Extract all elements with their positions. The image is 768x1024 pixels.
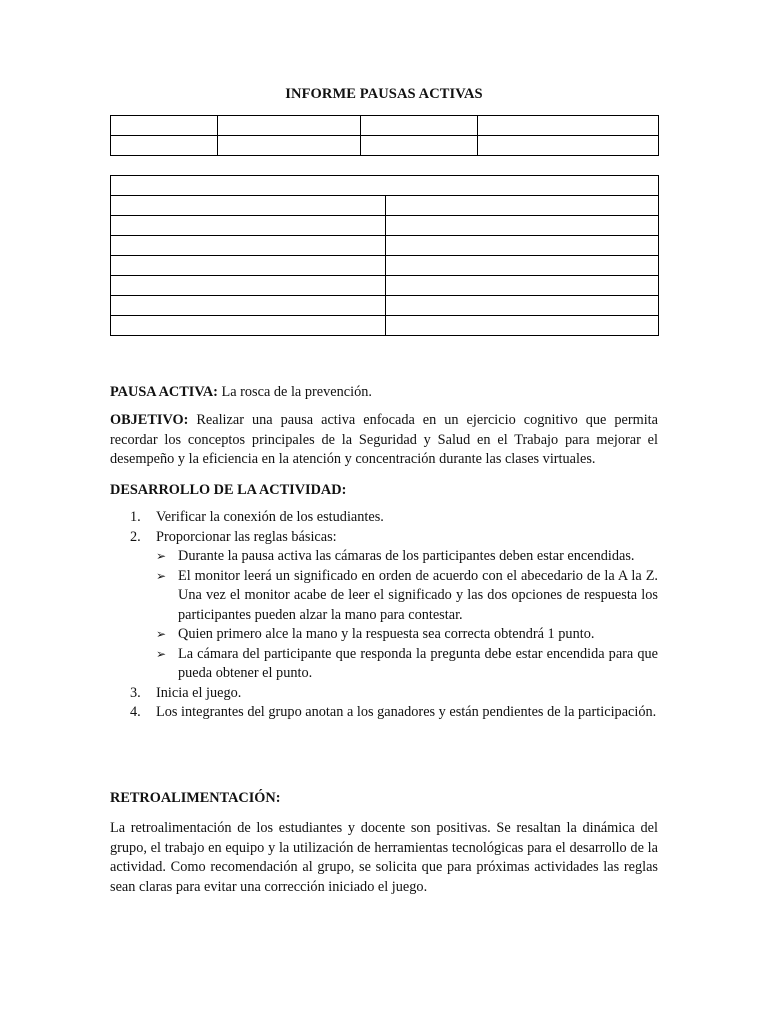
table-cell bbox=[386, 316, 659, 336]
list-item-text: Verificar la conexión de los estudiantes. bbox=[156, 509, 384, 525]
list-number: 2. bbox=[130, 528, 141, 545]
table-cell bbox=[361, 116, 478, 136]
table-cell bbox=[386, 256, 659, 276]
arrow-bullet-icon: ➢ bbox=[156, 568, 167, 583]
table-cell bbox=[386, 276, 659, 296]
desarrollo-heading: DESARROLLO DE LA ACTIVIDAD: bbox=[110, 482, 347, 498]
table-row bbox=[111, 236, 659, 256]
rules-list bbox=[156, 547, 658, 684]
list-item-text: Inicia el juego. bbox=[156, 684, 242, 701]
table-cell bbox=[111, 116, 218, 136]
steps-list bbox=[110, 508, 658, 723]
objetivo-label: OBJETIVO: bbox=[110, 412, 189, 428]
table-cell bbox=[111, 296, 386, 316]
table-cell bbox=[386, 236, 659, 256]
list-number: 3. bbox=[130, 684, 141, 701]
header-info-table bbox=[110, 115, 659, 156]
table-row bbox=[111, 296, 659, 316]
list-item bbox=[156, 547, 658, 567]
table-cell bbox=[111, 316, 386, 336]
table-cell bbox=[111, 176, 659, 196]
table-cell bbox=[386, 216, 659, 236]
table-row bbox=[111, 276, 659, 296]
arrow-bullet-icon: ➢ bbox=[156, 627, 167, 641]
pausa-activa-paragraph bbox=[110, 383, 658, 403]
pausa-activa-label: PAUSA ACTIVA: bbox=[110, 384, 218, 400]
arrow-bullet-icon: ➢ bbox=[156, 646, 167, 661]
arrow-bullet-icon: ➢ bbox=[156, 549, 167, 563]
document-title: INFORME PAUSAS ACTIVAS bbox=[285, 86, 483, 102]
table-row bbox=[111, 136, 659, 156]
table-cell bbox=[218, 116, 361, 136]
table-cell bbox=[111, 136, 218, 156]
list-item bbox=[110, 508, 658, 528]
table-row bbox=[111, 256, 659, 276]
list-item bbox=[156, 625, 658, 645]
list-item bbox=[110, 703, 658, 723]
table-cell bbox=[386, 296, 659, 316]
table-cell bbox=[386, 196, 659, 216]
list-item bbox=[156, 645, 658, 684]
table-row bbox=[111, 216, 659, 236]
table-cell bbox=[111, 256, 386, 276]
list-item-text: Quien primero alce la mano y la respuesta sea correcta obtendrá 1 punto. bbox=[178, 626, 595, 642]
list-item bbox=[110, 684, 658, 704]
list-item-text: Los integrantes del grupo anotan a los ganadores y están pendientes de la participación. bbox=[156, 704, 657, 720]
list-item-text: Proporcionar las reglas básicas: bbox=[156, 528, 337, 545]
participants-table bbox=[110, 175, 659, 336]
retroalimentacion-paragraph: La retroalimentación de los estudiantes y docente son positivas. Se resaltan la dinámica del grupo, el trabajo en equipo y la utilización de herramientas tecnológicas para el desarrollo de la actividad. Como recomendación al grupo, se solicita que para próximas actividades las reglas sean claras para evitar una corrección iniciado el juego. bbox=[110, 820, 658, 895]
list-item-text: El monitor leerá un significado en orden de acuerdo con el abecedario de la A la Z. Una vez el monitor acabe de leer el significado y las dos opciones de respuesta los participantes pueden alzar la mano para contestar. bbox=[178, 567, 658, 623]
list-item bbox=[110, 528, 658, 684]
table-cell bbox=[478, 116, 659, 136]
table-cell bbox=[111, 216, 386, 236]
objetivo-text: Realizar una pausa activa enfocada en un ejercicio cognitivo que permita recordar los conceptos principales de la Seguridad y Salud en el Trabajo para mejorar el desempeño y la eficiencia en la atención y concentración durante las clases virtuales. bbox=[110, 412, 658, 467]
table-cell bbox=[111, 196, 386, 216]
list-item bbox=[156, 567, 658, 626]
table-cell bbox=[361, 136, 478, 156]
table-cell bbox=[478, 136, 659, 156]
table-cell bbox=[111, 276, 386, 296]
objetivo-paragraph bbox=[110, 411, 658, 470]
table-header-row bbox=[111, 176, 659, 196]
table-cell bbox=[218, 136, 361, 156]
table-cell bbox=[111, 236, 386, 256]
retroalimentacion-heading: RETROALIMENTACIÓN: bbox=[110, 790, 281, 806]
list-number: 1. bbox=[130, 509, 141, 525]
list-number: 4. bbox=[130, 704, 141, 720]
list-item-text: La cámara del participante que responda la pregunta debe estar encendida para que pueda obtener el punto. bbox=[178, 645, 658, 681]
table-row bbox=[111, 196, 659, 216]
table-row bbox=[111, 316, 659, 336]
pausa-activa-text: La rosca de la prevención. bbox=[217, 384, 372, 400]
table-row bbox=[111, 116, 659, 136]
list-item-text: Durante la pausa activa las cámaras de los participantes deben estar encendidas. bbox=[178, 548, 635, 564]
